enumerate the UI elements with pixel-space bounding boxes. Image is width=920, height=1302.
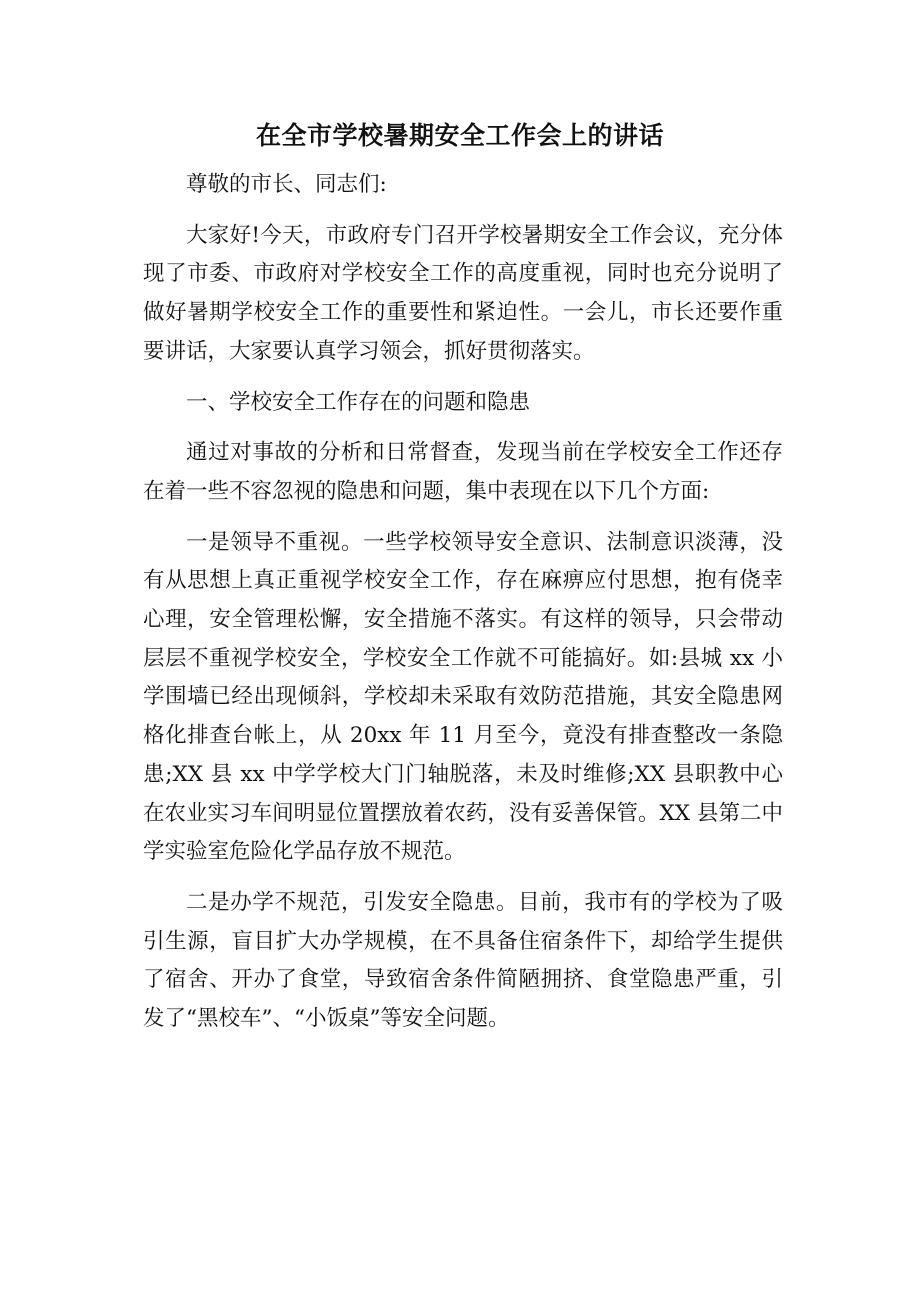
- section-heading-1: 一、学校安全工作存在的问题和隐患: [186, 389, 531, 415]
- paragraph-point-2: 二是办学不规范，引发安全隐患。目前，我市有的学校为了吸引生源，盲目扩大办学规模，在不具备住宿条件下，却给学生提供了宿舍、开办了食堂，导致宿舍条件简陋拥挤、食堂隐患严重，引发了“黑校车”、“小饭桌”等安全问题。: [143, 889, 783, 1032]
- paragraph-point-1: 一是领导不重视。一些学校领导安全意识、法制意识淡薄，没有从思想上真正重视学校安全工作，存在麻痹应付思想，抱有侥幸心理，安全管理松懈，安全措施不落实。有这样的领导，只会带动层层不重视学校安全，学校安全工作就不可能搞好。如:县城 xx 小学围墙已经出现倾斜，学校却未采取有效防范措施，其安全隐患网格化排查台帐上，从 20xx 年 11 月至今，竟没有排查整改一条隐患;XX 县 xx 中学学校大门门轴脱落，未及时维修;XX 县职教中心在农业实习车间明显位置摆放着农药，没有妥善保管。XX 县第二中学实验室危险化学品存放不规范。: [143, 529, 783, 865]
- paragraph-salutation: 尊敬的市长、同志们:: [186, 172, 387, 197]
- paragraph-overview: 通过对事故的分析和日常督查，发现当前在学校安全工作还存在着一些不容忽视的隐患和问题，集中表现在以下几个方面:: [143, 440, 783, 504]
- document-title: 在全市学校暑期安全工作会上的讲话: [255, 121, 664, 150]
- document-body: [143, 166, 783, 1039]
- paragraph-opening: 大家好!今天，市政府专门召开学校暑期安全工作会议，充分体现了市委、市政府对学校安全工作的高度重视，同时也充分说明了做好暑期学校安全工作的重要性和紧迫性。一会儿，市长还要作重要讲话，大家要认真学习领会，抓好贯彻落实。: [143, 222, 783, 364]
